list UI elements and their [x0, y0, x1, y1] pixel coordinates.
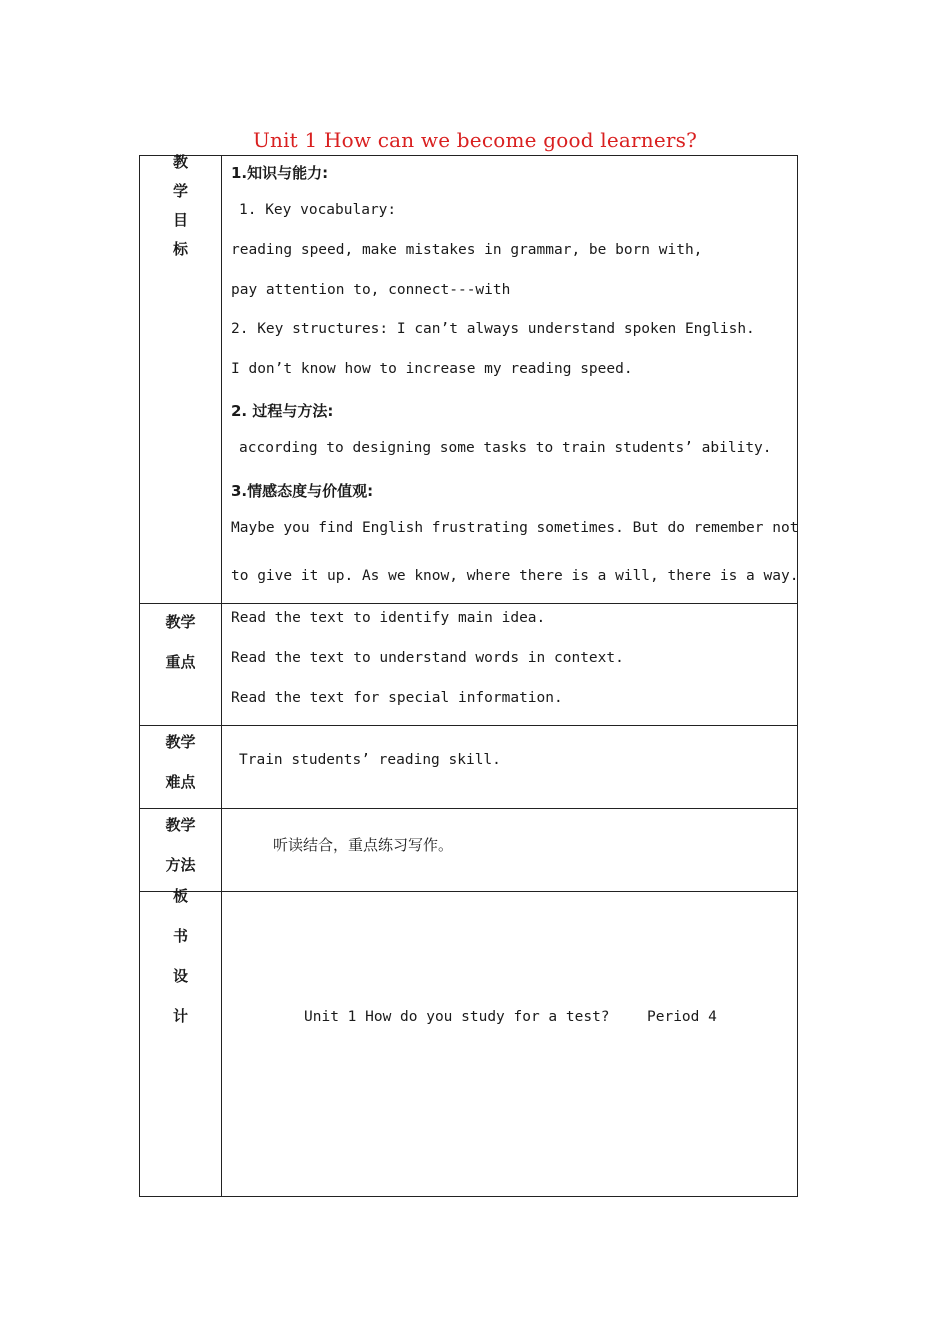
difficulty-line: Train students’ reading skill.: [239, 752, 501, 768]
lesson-plan-table: [139, 155, 798, 1197]
vocab-line: reading speed, make mistakes in grammar, be born with,: [231, 242, 703, 258]
label-char: 学: [172, 182, 188, 200]
row-label-board: [140, 887, 222, 1197]
table-row-objectives: [140, 156, 798, 604]
key-point-line: Read the text for special information.: [231, 690, 563, 706]
row-label-objectives: [140, 153, 222, 604]
board-line-unit: Unit 1 How do you study for a test?: [304, 1009, 610, 1025]
attitude-line: Maybe you find English frustrating sometimes. But do remember not: [231, 520, 799, 536]
board-content: [222, 892, 798, 1197]
label-text: 难点: [165, 773, 196, 791]
row-label-key-points: [140, 604, 222, 726]
label-char: 标: [172, 240, 188, 258]
heading-process: 2. 过程与方法:: [231, 402, 334, 420]
table-row-difficulties: [140, 726, 798, 809]
structures-line: 2. Key structures: I can’t always understand spoken English.: [231, 321, 755, 337]
heading-attitude: 3.情感态度与价值观:: [231, 482, 374, 500]
label-text: 方法: [165, 856, 196, 874]
label-char: 目: [172, 211, 188, 229]
label-text: 教学: [165, 733, 196, 751]
process-line: according to designing some tasks to train students’ ability.: [239, 440, 772, 456]
board-line-period: Period 4: [647, 1009, 717, 1025]
label-text: 教学: [165, 613, 196, 631]
label-char: 教: [172, 153, 188, 171]
structures-line: I don’t know how to increase my reading speed.: [231, 361, 633, 377]
table-row-methods: [140, 809, 798, 892]
vocab-line: pay attention to, connect---with: [231, 282, 511, 298]
heading-knowledge: 1.知识与能力:: [231, 164, 329, 182]
label-char: 板: [172, 887, 188, 905]
row-label-difficulties: [140, 726, 222, 809]
table-row-board: [140, 892, 798, 1197]
key-point-line: Read the text to understand words in context.: [231, 650, 624, 666]
page-title: Unit 1 How can we become good learners?: [252, 128, 698, 152]
key-point-line: Read the text to identify main idea.: [231, 610, 546, 626]
objectives-content: [222, 156, 798, 604]
attitude-line: to give it up. As we know, where there is a will, there is a way.: [231, 568, 799, 584]
key-points-content: [222, 604, 798, 726]
label-char: 计: [172, 1007, 188, 1025]
method-line: 听读结合，重点练习写作。: [273, 836, 454, 854]
vocab-heading: 1. Key vocabulary:: [239, 202, 397, 218]
methods-content: [222, 809, 798, 892]
label-char: 设: [172, 967, 188, 985]
table-row-key-points: [140, 604, 798, 726]
label-text: 教学: [165, 816, 196, 834]
difficulties-content: [222, 726, 798, 809]
label-char: 书: [172, 927, 188, 945]
label-text: 重点: [165, 653, 196, 671]
